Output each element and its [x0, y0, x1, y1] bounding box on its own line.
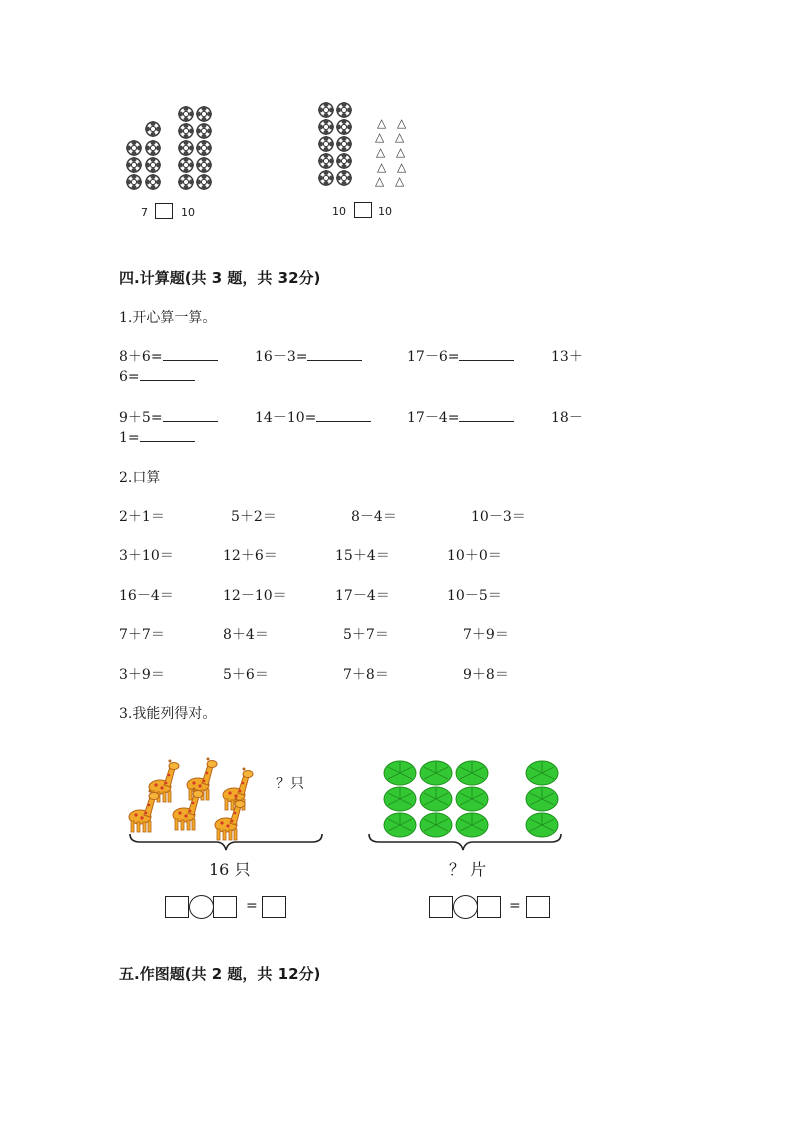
q1-item: 9＋5= — [119, 407, 218, 427]
giraffe-total: 16 只 — [209, 860, 251, 879]
equation-box[interactable] — [477, 896, 501, 918]
lilypad-total: ？ 片 — [449, 860, 487, 879]
answer-blank[interactable] — [459, 348, 514, 361]
q2-item: 5＋7＝ — [343, 627, 389, 643]
q2-item: 7＋7＝ — [119, 627, 165, 643]
q2-item: 7＋8＝ — [343, 667, 389, 683]
triangle-icon: △ — [395, 130, 405, 144]
triangle-icon: △ — [377, 116, 387, 130]
compare-right-a: 10 — [332, 205, 346, 218]
compare-left-b: 10 — [181, 206, 195, 219]
q1-item: 17－6= — [407, 346, 514, 366]
equation-box[interactable] — [429, 896, 453, 918]
q3-title: 3.我能列得对。 — [119, 706, 217, 722]
section4-title: 四.计算题(共 3 题，共 32分) — [119, 269, 321, 287]
section5-title: 五.作图题(共 2 题，共 12分) — [119, 965, 321, 983]
q2-item: 12＋6＝ — [223, 548, 278, 564]
q1-item-wrap: 1= — [119, 429, 195, 446]
q2-item: 7＋9＝ — [463, 627, 509, 643]
q2-item: 9＋8＝ — [463, 667, 509, 683]
q1-item: 14－10= — [255, 407, 371, 427]
q2-item: 5＋2＝ — [231, 509, 277, 525]
lilypad-group-illustration — [378, 758, 568, 842]
triangle-icon: △ — [376, 145, 386, 159]
answer-blank[interactable] — [140, 429, 195, 442]
triangle-icon: △ — [375, 174, 385, 188]
q2-item: 16－4＝ — [119, 588, 174, 604]
triangle-icon: △ — [397, 116, 407, 130]
q2-item: 12－10＝ — [223, 588, 287, 604]
q2-item: 15＋4＝ — [335, 548, 390, 564]
flower-cluster-left — [120, 100, 230, 200]
brace-left — [128, 832, 324, 854]
triangle-icon: △ — [377, 160, 387, 174]
answer-blank[interactable] — [316, 409, 371, 422]
compare-left-answer-box[interactable] — [155, 203, 173, 219]
q2-item: 3＋10＝ — [119, 548, 174, 564]
q1-item: 18－ — [551, 410, 583, 426]
q1-item-wrap: 6= — [119, 368, 195, 385]
q2-item: 17－4＝ — [335, 588, 390, 604]
q2-title: 2.口算 — [119, 470, 161, 486]
compare-right-b: 10 — [378, 205, 392, 218]
q2-item: 10－3＝ — [471, 509, 526, 525]
equation-box[interactable] — [213, 896, 237, 918]
q2-item: 5＋6＝ — [223, 667, 269, 683]
triangle-icon: △ — [397, 160, 407, 174]
q1-item: 16－3= — [255, 346, 362, 366]
operator-circle[interactable] — [453, 895, 478, 919]
q2-item: 2＋1＝ — [119, 509, 165, 525]
q1-item: 13＋ — [551, 349, 583, 365]
answer-box[interactable] — [526, 896, 550, 918]
triangle-cluster — [375, 116, 415, 191]
q2-item: 10＋0＝ — [447, 548, 502, 564]
triangle-icon: △ — [396, 145, 406, 159]
equals-sign: = — [246, 898, 258, 914]
q1-title: 1.开心算一算。 — [119, 310, 217, 326]
q2-item: 3＋9＝ — [119, 667, 165, 683]
q2-item: 10－5＝ — [447, 588, 502, 604]
answer-blank[interactable] — [307, 348, 362, 361]
compare-right-answer-box[interactable] — [354, 202, 372, 218]
q1-item: 17－4= — [407, 407, 514, 427]
answer-blank[interactable] — [459, 409, 514, 422]
triangle-icon: △ — [375, 130, 385, 144]
equals-sign: = — [509, 898, 521, 914]
flower-cluster-right — [314, 100, 364, 195]
equation-box[interactable] — [165, 896, 189, 918]
operator-circle[interactable] — [189, 895, 214, 919]
answer-blank[interactable] — [163, 348, 218, 361]
brace-right — [367, 832, 563, 854]
answer-blank[interactable] — [163, 409, 218, 422]
q2-item: 8＋4＝ — [223, 627, 269, 643]
answer-blank[interactable] — [140, 368, 195, 381]
answer-box[interactable] — [262, 896, 286, 918]
giraffe-question: ？只 — [276, 776, 304, 792]
q1-item: 8＋6= — [119, 346, 218, 366]
compare-left-a: 7 — [141, 206, 148, 219]
q2-item: 8－4＝ — [351, 509, 397, 525]
triangle-icon: △ — [395, 174, 405, 188]
